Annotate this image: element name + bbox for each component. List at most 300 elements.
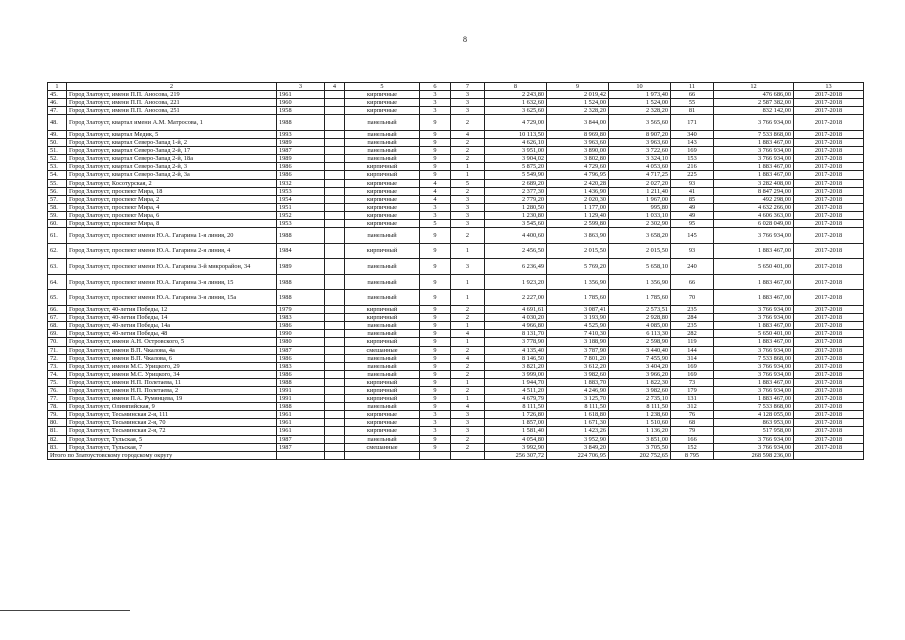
year-cell: 1983	[277, 362, 325, 370]
area-total-cell: 4 966,80	[485, 322, 547, 330]
entrances-cell: 3	[451, 259, 485, 275]
total-empty	[451, 451, 485, 459]
area-living-cell: 1 883,70	[547, 378, 609, 386]
area-living-cell: 8 969,80	[547, 130, 609, 138]
total-column-11: 8 795	[671, 451, 714, 459]
column-header: 9	[547, 83, 609, 91]
area-column-10-cell: 4 053,60	[609, 163, 671, 171]
table-row	[48, 211, 864, 219]
column-11-cell: 179	[671, 387, 714, 395]
period-cell: 2017-2018	[794, 322, 864, 330]
area-column-10-cell: 3 565,60	[609, 115, 671, 131]
year-cell: 1954	[277, 195, 325, 203]
area-total-cell: 4 679,79	[485, 395, 547, 403]
period-cell: 2017-2018	[794, 274, 864, 290]
area-column-10-cell: 5 658,10	[609, 259, 671, 275]
period-cell: 2017-2018	[794, 115, 864, 131]
entrances-cell: 2	[451, 435, 485, 443]
floors-cell: 9	[420, 314, 451, 322]
floors-cell: 9	[420, 290, 451, 306]
column-11-cell: 143	[671, 139, 714, 147]
period-cell: 2017-2018	[794, 179, 864, 187]
row-number: 51.	[48, 147, 67, 155]
year-cell: 1979	[277, 306, 325, 314]
period-cell: 2017-2018	[794, 107, 864, 115]
year-cell: 1960	[277, 99, 325, 107]
area-living-cell: 4 246,90	[547, 387, 609, 395]
period-cell: 2017-2018	[794, 163, 864, 171]
table-row	[48, 130, 864, 138]
material-cell: кирпичные	[345, 427, 420, 435]
row-number: 65.	[48, 290, 67, 306]
row-number: 48.	[48, 115, 67, 131]
column-4-cell	[325, 395, 345, 403]
column-4-cell	[325, 115, 345, 131]
address-cell: Город Златоуст, квартал Северо-Запад 2-й, 3	[67, 163, 277, 171]
column-4-cell	[325, 259, 345, 275]
period-cell: 2017-2018	[794, 370, 864, 378]
floors-cell: 4	[420, 187, 451, 195]
address-cell: Город Златоуст, имени Н.П. Полетаева, 2	[67, 387, 277, 395]
area-living-cell: 3 087,41	[547, 306, 609, 314]
entrances-cell: 4	[451, 330, 485, 338]
entrances-cell: 3	[451, 91, 485, 99]
year-cell: 1989	[277, 139, 325, 147]
area-total-cell: 2 689,20	[485, 179, 547, 187]
column-11-cell: 73	[671, 378, 714, 386]
entrances-cell: 2	[451, 362, 485, 370]
column-11-cell: 166	[671, 435, 714, 443]
material-cell: кирпичный	[345, 306, 420, 314]
area-living-cell: 3 844,00	[547, 115, 609, 131]
floors-cell: 9	[420, 155, 451, 163]
area-total-cell: 1 944,70	[485, 378, 547, 386]
area-column-10-cell: 2 573,51	[609, 306, 671, 314]
cost-cell: 3 766 934,00	[714, 370, 794, 378]
column-11-cell: 171	[671, 115, 714, 131]
year-cell: 1989	[277, 155, 325, 163]
row-number: 80.	[48, 419, 67, 427]
column-11-cell: 93	[671, 179, 714, 187]
column-11-cell: 314	[671, 354, 714, 362]
area-total-cell: 6 236,49	[485, 259, 547, 275]
table-row	[48, 411, 864, 419]
area-column-10-cell: 1 967,00	[609, 195, 671, 203]
entrances-cell: 2	[451, 387, 485, 395]
period-cell: 2017-2018	[794, 346, 864, 354]
entrances-cell: 1	[451, 338, 485, 346]
area-total-cell: 3 778,90	[485, 338, 547, 346]
area-living-cell: 3 849,20	[547, 443, 609, 451]
area-column-10-cell: 1 033,10	[609, 211, 671, 219]
material-cell: кирпичные	[345, 179, 420, 187]
address-cell: Город Златоуст, имени П.П. Аносова, 251	[67, 107, 277, 115]
cost-cell: 832 142,00	[714, 107, 794, 115]
area-living-cell: 2 020,30	[547, 195, 609, 203]
area-total-cell: 4 400,60	[485, 228, 547, 244]
address-cell: Город Златоуст, имени В.П. Чкалова, 6	[67, 354, 277, 362]
floors-cell: 9	[420, 322, 451, 330]
area-living-cell: 2 420,28	[547, 179, 609, 187]
floors-cell: 9	[420, 338, 451, 346]
address-cell: Город Златоуст, проспект имени Ю.А. Гагарина 3-я линия, 15	[67, 274, 277, 290]
column-header: 5	[345, 83, 420, 91]
column-11-cell: 169	[671, 147, 714, 155]
row-number: 79.	[48, 411, 67, 419]
address-cell: Город Златоуст, проспект имени Ю.А. Гагарина 2-я линия, 4	[67, 243, 277, 259]
table-row	[48, 243, 864, 259]
row-number: 82.	[48, 435, 67, 443]
area-living-cell: 3 863,90	[547, 228, 609, 244]
address-cell: Город Златоуст, проспект имени Ю.А. Гагарина 3-я линия, 15а	[67, 290, 277, 306]
column-header: 12	[714, 83, 794, 91]
period-cell: 2017-2018	[794, 203, 864, 211]
material-cell: кирпичный	[345, 314, 420, 322]
floors-cell: 3	[420, 99, 451, 107]
column-4-cell	[325, 211, 345, 219]
material-cell: кирпичный	[345, 395, 420, 403]
column-header: 7	[451, 83, 485, 91]
cost-cell: 3 766 934,00	[714, 115, 794, 131]
cost-cell: 3 766 934,00	[714, 435, 794, 443]
period-cell: 2017-2018	[794, 99, 864, 107]
table-row	[48, 354, 864, 362]
address-cell: Город Златоуст, 40-летия Победы, 14	[67, 314, 277, 322]
floors-cell: 9	[420, 362, 451, 370]
entrances-cell: 2	[451, 187, 485, 195]
area-column-10-cell: 3 851,00	[609, 435, 671, 443]
area-column-10-cell: 3 722,60	[609, 147, 671, 155]
entrances-cell: 1	[451, 274, 485, 290]
material-cell: кирпичные	[345, 195, 420, 203]
column-11-cell: 282	[671, 330, 714, 338]
address-cell: Город Златоуст, проспект Мира, 8	[67, 220, 277, 228]
year-cell: 1953	[277, 220, 325, 228]
area-living-cell: 3 125,70	[547, 395, 609, 403]
area-living-cell: 5 769,20	[547, 259, 609, 275]
floors-cell: 3	[420, 411, 451, 419]
cost-cell: 476 686,00	[714, 91, 794, 99]
area-living-cell: 3 188,90	[547, 338, 609, 346]
area-column-10-cell: 1 510,60	[609, 419, 671, 427]
total-row	[48, 451, 864, 459]
area-total-cell: 1 923,20	[485, 274, 547, 290]
material-cell: смешанные	[345, 443, 420, 451]
area-living-cell: 4 729,60	[547, 163, 609, 171]
column-header: 1	[48, 83, 67, 91]
entrances-cell: 2	[451, 443, 485, 451]
cost-cell: 492 298,00	[714, 195, 794, 203]
cost-cell: 3 766 934,00	[714, 387, 794, 395]
address-cell: Город Златоуст, квартал Медик, 5	[67, 130, 277, 138]
cost-cell: 863 953,00	[714, 419, 794, 427]
area-column-10-cell: 1 211,40	[609, 187, 671, 195]
cost-cell: 5 650 401,00	[714, 259, 794, 275]
address-cell: Город Златоуст, проспект имени Ю.А. Гагарина 3-й микрорайон, 34	[67, 259, 277, 275]
period-cell: 2017-2018	[794, 443, 864, 451]
material-cell: кирпичные	[345, 419, 420, 427]
table-row	[48, 435, 864, 443]
floors-cell: 9	[420, 171, 451, 179]
row-number: 56.	[48, 187, 67, 195]
entrances-cell: 3	[451, 220, 485, 228]
column-11-cell: 145	[671, 228, 714, 244]
column-header: 3	[277, 83, 325, 91]
entrances-cell: 1	[451, 163, 485, 171]
area-total-cell: 4 729,00	[485, 115, 547, 131]
area-column-10-cell: 2 015,50	[609, 243, 671, 259]
material-cell: кирпичный	[345, 378, 420, 386]
material-cell: кирпичные	[345, 187, 420, 195]
area-total-cell: 3 999,00	[485, 370, 547, 378]
cost-cell: 1 883 467,00	[714, 163, 794, 171]
column-4-cell	[325, 411, 345, 419]
entrances-cell: 4	[451, 403, 485, 411]
table-row	[48, 139, 864, 147]
material-cell: панельный	[345, 259, 420, 275]
floors-cell: 9	[420, 435, 451, 443]
floors-cell: 9	[420, 443, 451, 451]
footer-rule	[0, 610, 130, 611]
column-11-cell: 240	[671, 259, 714, 275]
area-living-cell: 7 410,30	[547, 330, 609, 338]
area-total-cell: 8 131,70	[485, 330, 547, 338]
address-cell: Город Златоуст, квартал Северо-Запад 2-й, 18а	[67, 155, 277, 163]
area-total-cell: 3 951,00	[485, 147, 547, 155]
column-4-cell	[325, 419, 345, 427]
year-cell: 1987	[277, 147, 325, 155]
column-4-cell	[325, 346, 345, 354]
total-label: Итого по Златоустовскому городскому округу	[48, 451, 277, 459]
entrances-cell: 3	[451, 99, 485, 107]
area-column-10-cell: 1 785,60	[609, 290, 671, 306]
cost-cell: 7 533 868,00	[714, 354, 794, 362]
period-cell: 2017-2018	[794, 195, 864, 203]
area-living-cell: 7 801,20	[547, 354, 609, 362]
row-number: 69.	[48, 330, 67, 338]
row-number: 74.	[48, 370, 67, 378]
column-11-cell: 216	[671, 163, 714, 171]
cost-cell: 1 883 467,00	[714, 171, 794, 179]
column-4-cell	[325, 163, 345, 171]
period-cell: 2017-2018	[794, 171, 864, 179]
column-4-cell	[325, 91, 345, 99]
row-number: 75.	[48, 378, 67, 386]
column-4-cell	[325, 203, 345, 211]
area-column-10-cell: 1 238,60	[609, 411, 671, 419]
floors-cell: 9	[420, 306, 451, 314]
material-cell: панельный	[345, 228, 420, 244]
cost-cell: 1 883 467,00	[714, 139, 794, 147]
table-row	[48, 378, 864, 386]
material-cell: кирпичные	[345, 211, 420, 219]
period-cell: 2017-2018	[794, 338, 864, 346]
table-row	[48, 338, 864, 346]
table-row	[48, 163, 864, 171]
row-number: 66.	[48, 306, 67, 314]
period-cell: 2017-2018	[794, 419, 864, 427]
address-cell: Город Златоуст, проспект Мира, 18	[67, 187, 277, 195]
column-11-cell: 95	[671, 220, 714, 228]
year-cell: 1958	[277, 107, 325, 115]
table-row	[48, 155, 864, 163]
period-cell: 2017-2018	[794, 378, 864, 386]
year-cell: 1953	[277, 187, 325, 195]
entrances-cell: 1	[451, 395, 485, 403]
cost-cell: 4 632 266,00	[714, 203, 794, 211]
column-4-cell	[325, 354, 345, 362]
column-4-cell	[325, 171, 345, 179]
row-number: 76.	[48, 387, 67, 395]
row-number: 64.	[48, 274, 67, 290]
period-cell: 2017-2018	[794, 354, 864, 362]
row-number: 81.	[48, 427, 67, 435]
area-total-cell: 2 779,20	[485, 195, 547, 203]
address-cell: Город Златоуст, имени П.П. Аносова, 221	[67, 99, 277, 107]
area-column-10-cell: 2 027,20	[609, 179, 671, 187]
floors-cell: 9	[420, 163, 451, 171]
area-total-cell: 2 377,30	[485, 187, 547, 195]
area-total-cell: 1 726,80	[485, 411, 547, 419]
table-row	[48, 91, 864, 99]
year-cell: 1961	[277, 411, 325, 419]
material-cell: смешанные	[345, 346, 420, 354]
table-row	[48, 147, 864, 155]
cost-cell: 1 883 467,00	[714, 290, 794, 306]
column-4-cell	[325, 107, 345, 115]
floors-cell: 9	[420, 330, 451, 338]
total-area-living: 224 706,95	[547, 451, 609, 459]
area-living-cell: 3 193,90	[547, 314, 609, 322]
period-cell: 2017-2018	[794, 387, 864, 395]
address-cell: Город Златоуст, имени А.Н. Островского, 5	[67, 338, 277, 346]
address-cell: Город Златоуст, проспект имени Ю.А. Гагарина 1-я линия, 20	[67, 228, 277, 244]
column-11-cell: 235	[671, 306, 714, 314]
address-cell: Город Златоуст, Тесьминская 2-я, 70	[67, 419, 277, 427]
address-cell: Город Златоуст, Тесьминская 2-я, 72	[67, 427, 277, 435]
cost-cell: 1 883 467,00	[714, 243, 794, 259]
period-cell: 2017-2018	[794, 139, 864, 147]
material-cell: кирпичные	[345, 99, 420, 107]
column-4-cell	[325, 370, 345, 378]
area-living-cell: 1 436,90	[547, 187, 609, 195]
period-cell: 2017-2018	[794, 403, 864, 411]
table-row	[48, 419, 864, 427]
year-cell: 1987	[277, 346, 325, 354]
period-cell: 2017-2018	[794, 187, 864, 195]
entrances-cell: 2	[451, 228, 485, 244]
table-row	[48, 362, 864, 370]
area-total-cell: 3 545,60	[485, 220, 547, 228]
column-4-cell	[325, 195, 345, 203]
area-column-10-cell: 3 966,20	[609, 370, 671, 378]
area-living-cell: 3 952,90	[547, 435, 609, 443]
table-row	[48, 322, 864, 330]
column-11-cell: 49	[671, 203, 714, 211]
column-4-cell	[325, 155, 345, 163]
row-number: 58.	[48, 203, 67, 211]
column-11-cell: 66	[671, 274, 714, 290]
area-total-cell: 4 030,20	[485, 314, 547, 322]
material-cell: панельный	[345, 147, 420, 155]
entrances-cell: 1	[451, 171, 485, 179]
address-cell: Город Златоуст, 40-летия Победы, 14а	[67, 322, 277, 330]
area-column-10-cell: 3 658,20	[609, 228, 671, 244]
area-living-cell: 1 524,00	[547, 99, 609, 107]
column-4-cell	[325, 243, 345, 259]
cost-cell: 3 766 934,00	[714, 362, 794, 370]
entrances-cell: 5	[451, 179, 485, 187]
table-row	[48, 195, 864, 203]
year-cell: 1986	[277, 163, 325, 171]
floors-cell: 9	[420, 395, 451, 403]
floors-cell: 9	[420, 274, 451, 290]
year-cell: 1988	[277, 274, 325, 290]
column-11-cell: 49	[671, 211, 714, 219]
table-row	[48, 228, 864, 244]
row-number: 46.	[48, 99, 67, 107]
table-row	[48, 115, 864, 131]
address-cell: Город Златоуст, квартал имени А.М. Матросова, 1	[67, 115, 277, 131]
period-cell: 2017-2018	[794, 211, 864, 219]
material-cell: кирпичный	[345, 243, 420, 259]
area-column-10-cell: 8 111,50	[609, 403, 671, 411]
floors-cell: 4	[420, 195, 451, 203]
area-total-cell: 4 511,20	[485, 387, 547, 395]
period-cell: 2017-2018	[794, 435, 864, 443]
column-4-cell	[325, 220, 345, 228]
column-11-cell: 85	[671, 195, 714, 203]
cost-cell: 8 847 294,00	[714, 187, 794, 195]
cost-cell: 3 766 934,00	[714, 228, 794, 244]
area-column-10-cell: 4 085,00	[609, 322, 671, 330]
table-row	[48, 179, 864, 187]
area-living-cell: 3 787,90	[547, 346, 609, 354]
cost-cell: 1 883 467,00	[714, 378, 794, 386]
area-column-10-cell: 3 982,60	[609, 387, 671, 395]
year-cell: 1952	[277, 211, 325, 219]
entrances-cell: 3	[451, 203, 485, 211]
period-cell: 2017-2018	[794, 130, 864, 138]
year-cell: 1984	[277, 243, 325, 259]
address-cell: Город Златоуст, имени П.А. Румянцева, 19	[67, 395, 277, 403]
period-cell: 2017-2018	[794, 395, 864, 403]
material-cell: панельный	[345, 403, 420, 411]
floors-cell: 5	[420, 220, 451, 228]
area-living-cell: 3 802,80	[547, 155, 609, 163]
cost-cell: 3 766 934,00	[714, 314, 794, 322]
area-living-cell: 3 612,20	[547, 362, 609, 370]
floors-cell: 9	[420, 346, 451, 354]
area-living-cell: 3 982,60	[547, 370, 609, 378]
cost-cell: 4 606 363,00	[714, 211, 794, 219]
cost-cell: 1 883 467,00	[714, 338, 794, 346]
table-row	[48, 314, 864, 322]
period-cell: 2017-2018	[794, 228, 864, 244]
table-row	[48, 99, 864, 107]
column-4-cell	[325, 274, 345, 290]
address-cell: Город Златоуст, 40-летия Победы, 12	[67, 306, 277, 314]
address-cell: Город Златоуст, проспект Мира, 2	[67, 195, 277, 203]
material-cell: панельный	[345, 330, 420, 338]
row-number: 52.	[48, 155, 67, 163]
address-cell: Город Златоуст, 40-летия Победы, 48	[67, 330, 277, 338]
year-cell: 1991	[277, 387, 325, 395]
column-11-cell: 153	[671, 155, 714, 163]
area-column-10-cell: 1 356,90	[609, 274, 671, 290]
cost-cell: 3 282 408,00	[714, 179, 794, 187]
area-total-cell: 8 111,50	[485, 403, 547, 411]
